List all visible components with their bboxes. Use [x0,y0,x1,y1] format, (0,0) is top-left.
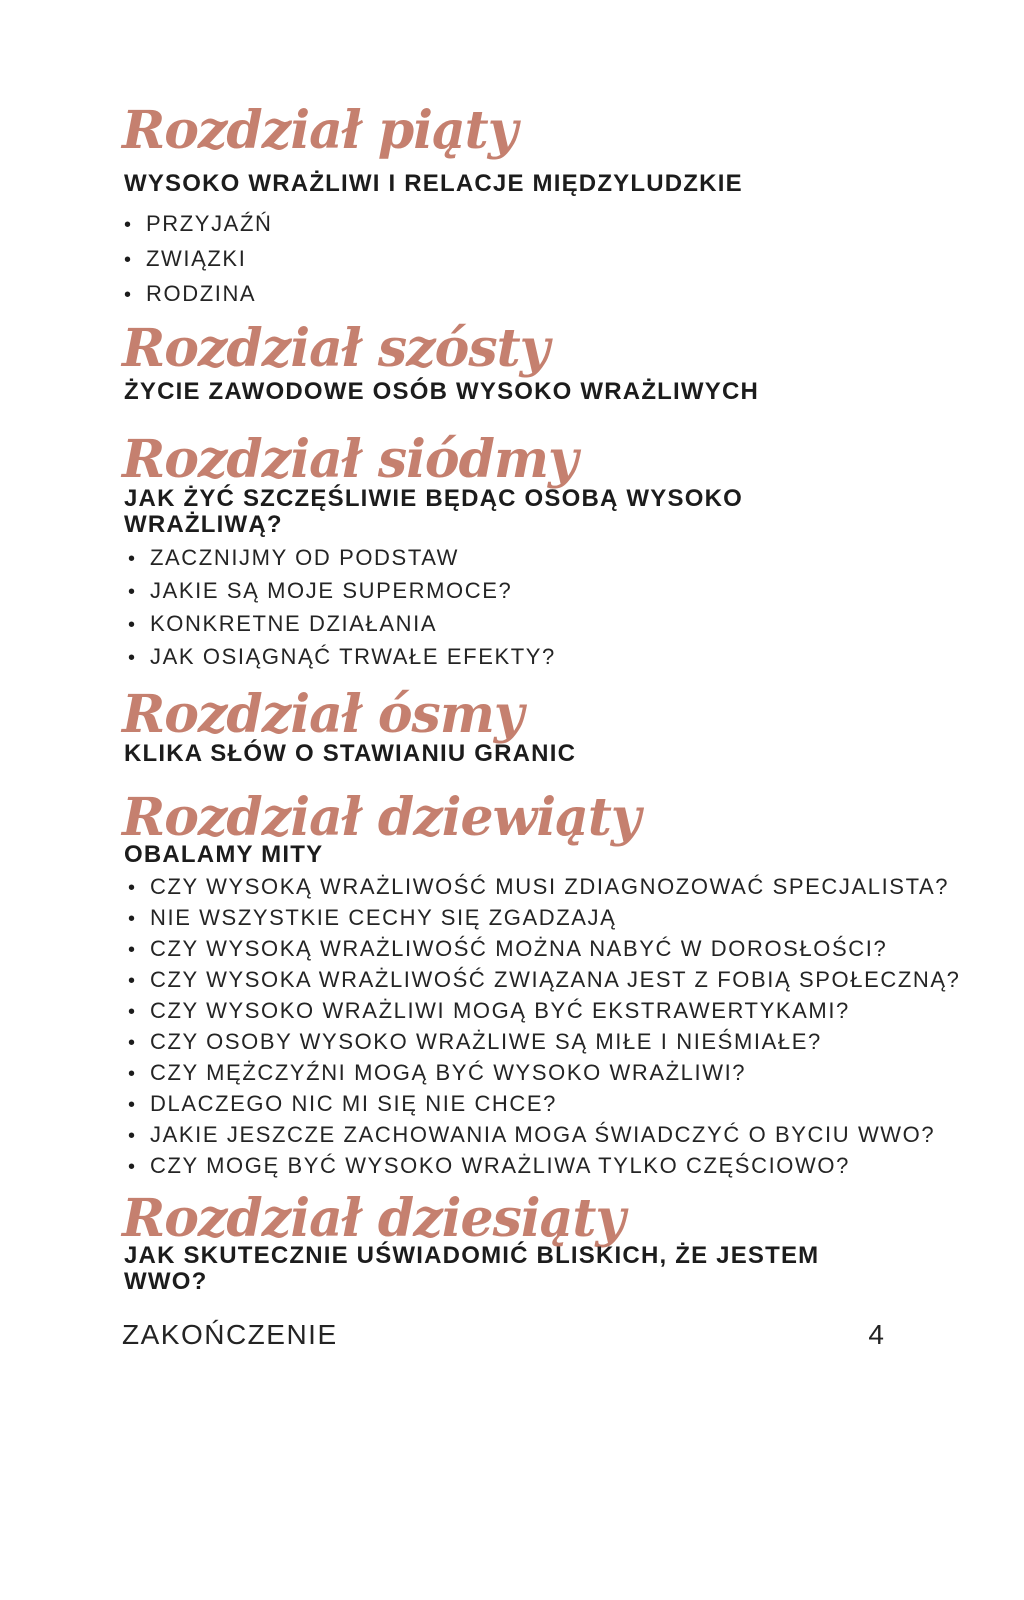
list-item-label: CZY WYSOKĄ WRAŻLIWOŚĆ MUSI ZDIAGNOZOWAĆ SPECJALISTA? [150,874,950,899]
chapter-section-9 [122,787,961,1182]
chapter-script-heading: Rozdział siódmy [122,429,578,490]
list-item-label: ZACZNIJMY OD PODSTAW [150,545,460,570]
list-item [128,1027,884,1058]
chapter-section-8 [122,686,884,767]
chapter-script-heading: Rozdział piąty [122,100,517,161]
list-item-label: DLACZEGO NIC MI SIĘ NIE CHCE? [150,1091,558,1116]
list-item-label: CZY MĘŻCZYŹNI MOGĄ BYĆ WYSOKO WRAŻLIWI? [150,1060,747,1085]
bullet-icon: • [128,614,137,636]
chapter-title: KLIKA SŁÓW O STAWIANIU GRANIC [124,740,577,767]
chapter-title: JAK ŻYĆ SZCZĘŚLIWIE BĘDĄC OSOBĄ WYSOKO WRAŻLIWĄ? [124,485,743,538]
chapter-section-6 [122,320,884,405]
list-item [128,1151,884,1182]
list-item [128,1058,884,1089]
bullet-icon: • [128,908,137,930]
closing-label: ZAKOŃCZENIE [122,1319,338,1350]
list-item-label: KONKRETNE DZIAŁANIA [150,611,438,636]
page-number: 4 [868,1319,884,1350]
bullet-icon: • [128,1001,137,1023]
list-item [128,934,888,965]
bullet-icon: • [128,939,137,961]
list-item-label: CZY MOGĘ BYĆ WYSOKO WRAŻLIWA TYLKO CZĘŚCIOWO? [150,1153,850,1178]
toc-content [122,0,961,1351]
bullet-icon: • [128,1156,137,1178]
list-item-label: ZWIĄZKI [146,246,247,271]
list-item-label: JAK OSIĄGNĄĆ TRWAŁE EFEKTY? [150,644,556,669]
list-item [124,207,884,242]
bullet-icon: • [128,1125,137,1147]
list-item [128,1120,936,1151]
chapter-topics-list [128,872,961,1182]
bullet-icon: • [124,214,133,236]
chapter-title: ŻYCIE ZAWODOWE OSÓB WYSOKO WRAŻLIWYCH [124,378,760,405]
list-item-label: JAKIE SĄ MOJE SUPERMOCE? [150,578,513,603]
chapter-script-heading: Rozdział dziesiąty [122,1188,625,1249]
page-footer [122,1319,884,1351]
chapter-section-7 [122,431,884,674]
bullet-icon: • [128,877,137,899]
chapter-script-heading: Rozdział szósty [122,318,549,379]
list-item [128,965,961,996]
chapter-section-10 [122,1190,884,1295]
bullet-icon: • [128,970,137,992]
list-item [128,608,884,641]
list-item-label: CZY WYSOKĄ WRAŻLIWOŚĆ MOŻNA NABYĆ W DOROSŁOŚCI? [150,936,888,961]
bullet-icon: • [128,1094,137,1116]
list-item-label: CZY OSOBY WYSOKO WRAŻLIWE SĄ MIŁE I NIEŚMIAŁE? [150,1029,822,1054]
chapter-script-heading: Rozdział dziewiąty [122,787,641,848]
list-item [128,1089,884,1120]
bullet-icon: • [124,284,133,306]
list-item [128,641,884,674]
list-item [128,996,884,1027]
list-item-label: PRZYJAŹŃ [146,211,273,236]
chapter-script-heading: Rozdział ósmy [122,684,524,745]
bullet-icon: • [124,249,133,271]
list-item-label: JAKIE JESZCZE ZACHOWANIA MOGA ŚWIADCZYĆ O BYCIU WWO? [150,1122,936,1147]
list-item [128,542,884,575]
list-item [124,242,884,277]
chapter-title: WYSOKO WRAŻLIWI I RELACJE MIĘDZYLUDZKIE [124,170,743,197]
bullet-icon: • [128,1032,137,1054]
chapter-title: JAK SKUTECZNIE UŚWIADOMIĆ BLISKICH, ŻE JESTEM WWO? [124,1242,820,1295]
list-item-label: CZY WYSOKO WRAŻLIWI MOGĄ BYĆ EKSTRAWERTYKAMI? [150,998,850,1023]
list-item-label: RODZINA [146,281,257,306]
bullet-icon: • [128,548,137,570]
list-item [128,903,884,934]
list-item [128,575,884,608]
bullet-icon: • [128,581,137,603]
chapter-topics-list [124,207,884,312]
list-item [128,872,950,903]
chapter-title: OBALAMY MITY [124,841,324,868]
list-item-label: CZY WYSOKA WRAŻLIWOŚĆ ZWIĄZANA JEST Z FOBIĄ SPOŁECZNĄ? [150,967,961,992]
bullet-icon: • [128,647,137,669]
bullet-icon: • [128,1063,137,1085]
chapter-section-5 [122,102,884,312]
chapter-topics-list [128,542,884,674]
list-item [124,277,884,312]
list-item-label: NIE WSZYSTKIE CECHY SIĘ ZGADZAJĄ [150,905,617,930]
